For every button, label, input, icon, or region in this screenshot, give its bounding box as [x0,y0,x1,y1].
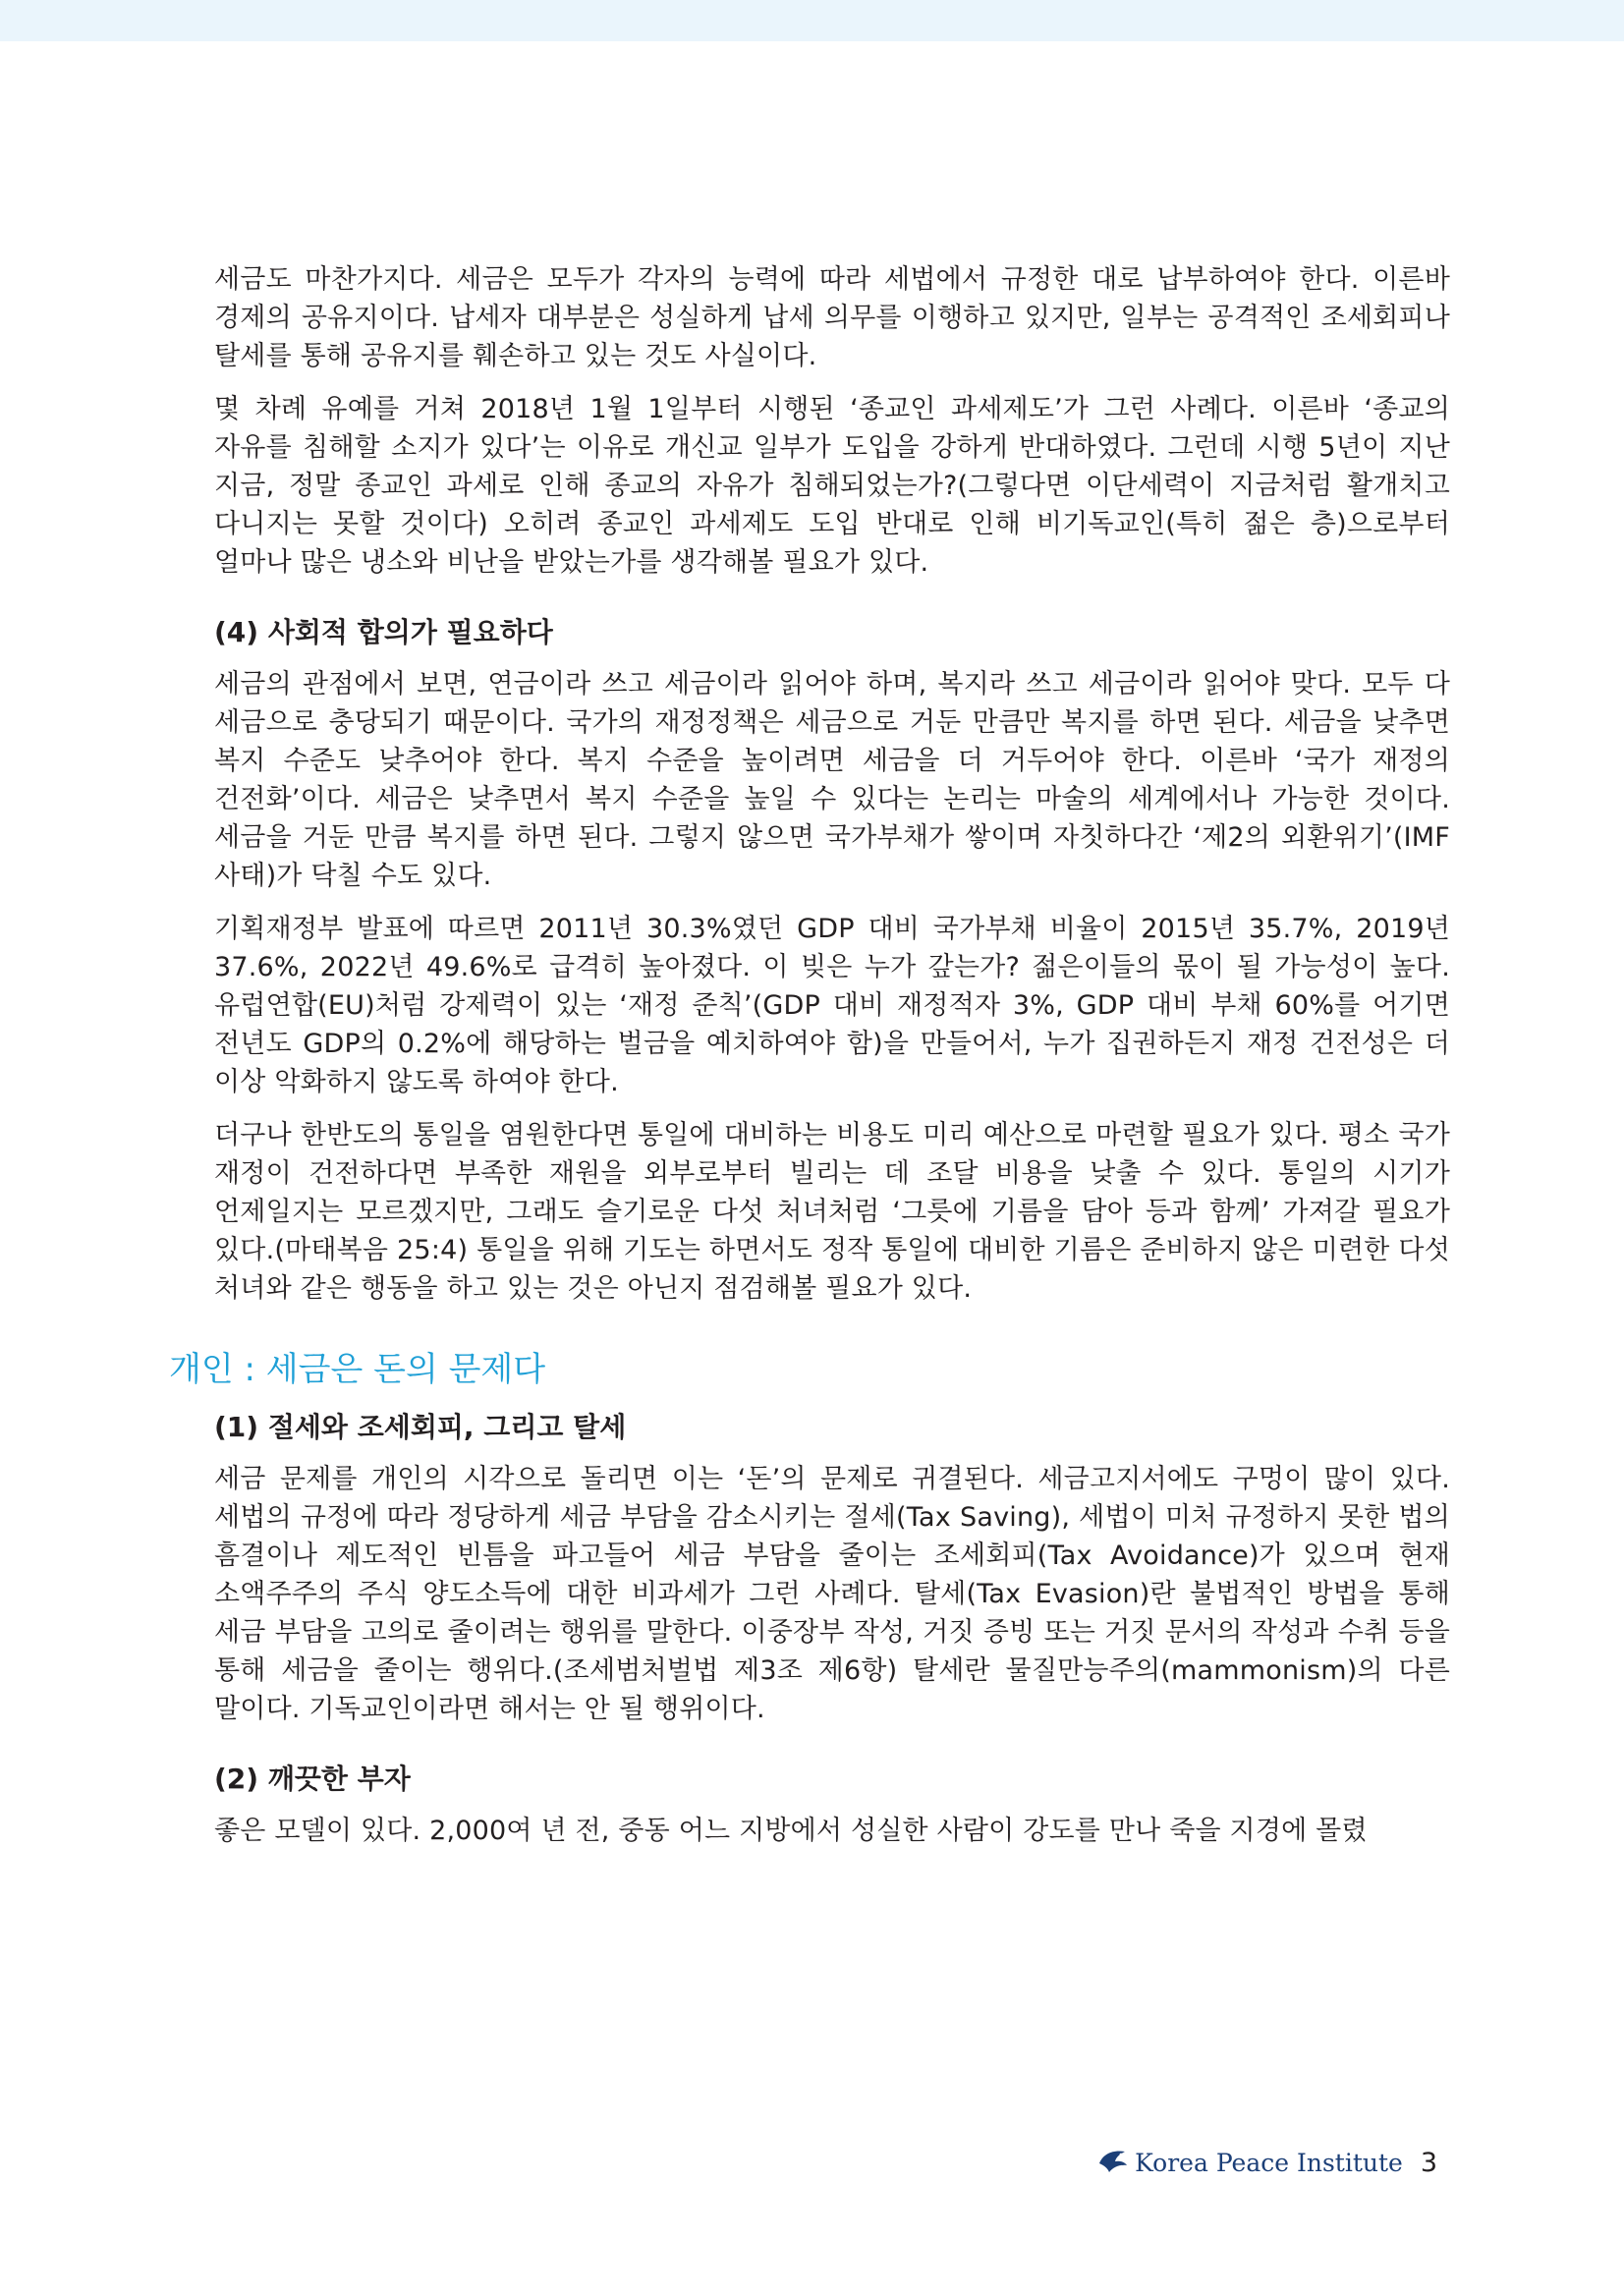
section-title: 개인 : 세금은 돈의 문제다 [169,1350,546,1389]
logo-text: Korea Peace Institute [1135,2148,1403,2177]
paragraph-4: 기획재정부 발표에 따르면 2011년 30.3%였던 GDP 대비 국가부채 비율이 2015년 35.7%, 2019년 37.6%, 2022년 49.6%로 급격히 높아졌다. 이 빚은 누가 갚는가? 젊은이들의 몫이 될 가능성이 높다. 유럽연합(EU)처럼 강제력이 있는 ‘재정 준칙’(GDP 대비 재정적자 3%, GDP 대비 부채 60%를 어기면 전년도 GDP의 0.2%에 해당하는 벌금을 예치하여야 함)을 만들어서, 누가 집권하든지 재정 건전성은 더 이상 악화하지 않도록 하여야 한다. [214,914,1450,1097]
page-number: 3 [1420,2147,1437,2178]
subheading-2: (2) 깨끗한 부자 [214,1763,411,1795]
subheading-4: (4) 사회적 합의가 필요하다 [214,616,553,648]
document-body [169,260,1451,1865]
institute-logo [1095,2146,1403,2179]
subheading-1: (1) 절세와 조세회피, 그리고 탈세 [214,1411,627,1443]
paragraph-2: 몇 차례 유예를 거쳐 2018년 1월 1일부터 시행된 ‘종교인 과세제도’가 그런 사례다. 이른바 ‘종교의 자유를 침해할 소지가 있다’는 이유로 개신교 일부가 도입을 강하게 반대하였다. 그런데 시행 5년이 지난 지금, 정말 종교인 과세로 인해 종교의 자유가 침해되었는가?(그렇다면 이단세력이 지금처럼 활개치고 다니지는 못할 것이다) 오히려 종교인 과세제도 도입 반대로 인해 비기독교인(특히 젊은 층)으로부터 얼마나 많은 냉소와 비난을 받았는가를 생각해볼 필요가 있다. [214,394,1450,578]
paragraph-7: 좋은 모델이 있다. 2,000여 년 전, 중동 어느 지방에서 성실한 사람이 강도를 만나 죽을 지경에 몰렸 [214,1816,1368,1846]
page-footer [1095,2146,1437,2179]
paragraph-5: 더구나 한반도의 통일을 염원한다면 통일에 대비하는 비용도 미리 예산으로 마련할 필요가 있다. 평소 국가 재정이 건전하다면 부족한 재원을 외부로부터 빌리는 데 조달 비용을 낮출 수 있다. 통일의 시기가 언제일지는 모르겠지만, 그래도 슬기로운 다섯 처녀처럼 ‘그릇에 기름을 담아 등과 함께’ 가져갈 필요가 있다.(마태복음 25:4) 통일을 위해 기도는 하면서도 정작 통일에 대비한 기름은 준비하지 않은 미련한 다섯 처녀와 같은 행동을 하고 있는 것은 아닌지 점검해볼 필요가 있다. [214,1120,1450,1304]
paragraph-3: 세금의 관점에서 보면, 연금이라 쓰고 세금이라 읽어야 하며, 복지라 쓰고 세금이라 읽어야 맞다. 모두 다 세금으로 충당되기 때문이다. 국가의 재정정책은 세금으로 거둔 만큼만 복지를 하면 된다. 세금을 낮추면 복지 수준도 낮추어야 한다. 복지 수준을 높이려면 세금을 더 거두어야 한다. 이른바 ‘국가 재정의 건전화’이다. 세금은 낮추면서 복지 수준을 높일 수 있다는 논리는 마술의 세계에서나 가능한 것이다. 세금을 거둔 만큼 복지를 하면 된다. 그렇지 않으면 국가부채가 쌓이며 자칫하다간 ‘제2의 외환위기’(IMF 사태)가 닥칠 수도 있다. [214,669,1451,891]
paragraph-6: 세금 문제를 개인의 시각으로 돌리면 이는 ‘돈’의 문제로 귀결된다. 세금고지서에도 구멍이 많이 있다. 세법의 규정에 따라 정당하게 세금 부담을 감소시키는 절세(Tax Saving), 세법이 미처 규정하지 못한 법의 흠결이나 제도적인 빈틈을 파고들어 세금 부담을 줄이는 조세회피(Tax Avoidance)가 있으며 현재 소액주주의 주식 양도소득에 대한 비과세가 그런 사례다. 탈세(Tax Evasion)란 불법적인 방법을 통해 세금 부담을 고의로 줄이려는 행위를 말한다. 이중장부 작성, 거짓 증빙 또는 거짓 문서의 작성과 수취 등을 통해 세금을 줄이는 행위다.(조세범처벌법 제3조 제6항) 탈세란 물질만능주의(mammonism)의 다른 말이다. 기독교인이라면 해서는 안 될 행위이다. [214,1464,1450,1724]
paragraph-1: 세금도 마찬가지다. 세금은 모두가 각자의 능력에 따라 세법에서 규정한 대로 납부하여야 한다. 이른바 경제의 공유지이다. 납세자 대부분은 성실하게 납세 의무를 이행하고 있지만, 일부는 공격적인 조세회피나 탈세를 통해 공유지를 훼손하고 있는 것도 사실이다. [214,264,1450,371]
header-band [0,0,1624,41]
dove-icon [1095,2146,1129,2179]
